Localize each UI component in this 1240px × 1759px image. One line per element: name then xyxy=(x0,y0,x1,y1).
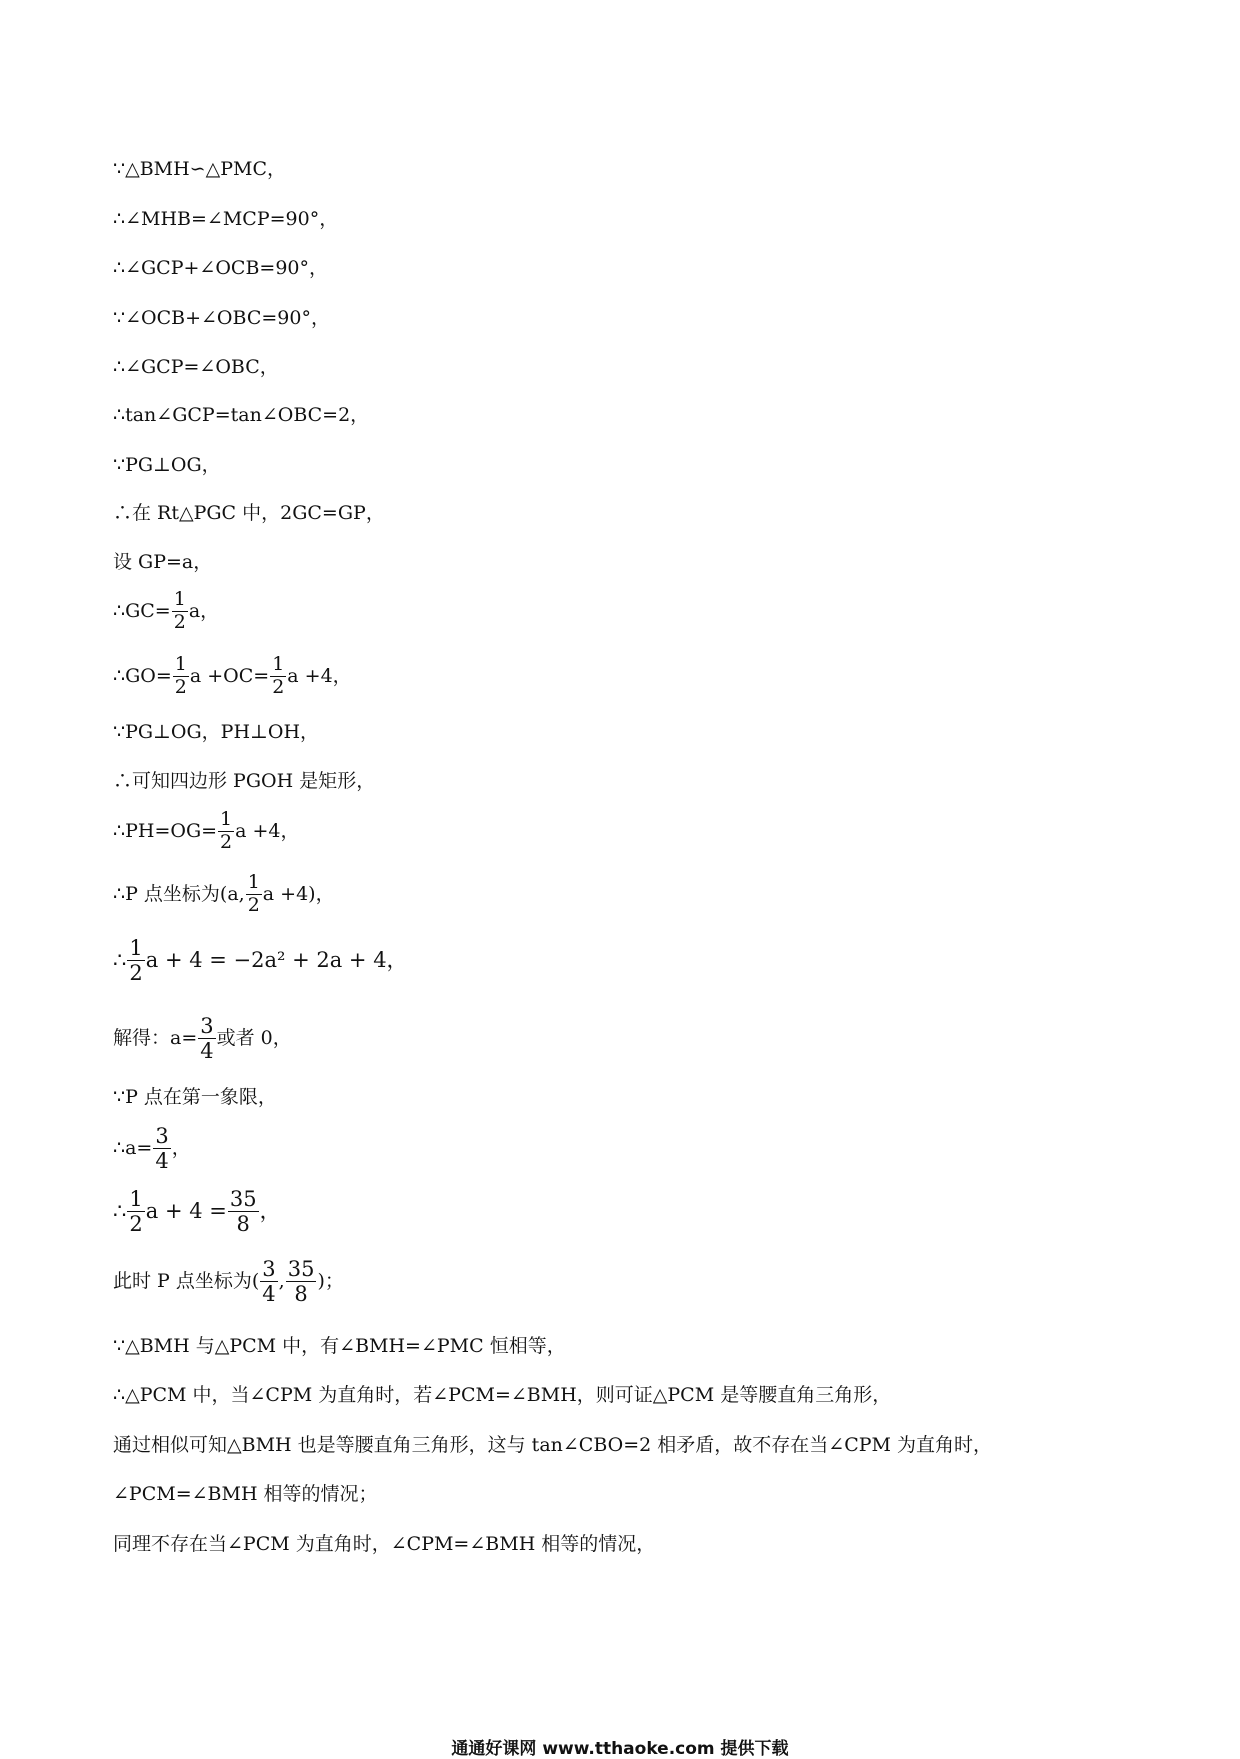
proof-line-24: 通过相似可知△BMH 也是等腰直角三角形，这与 tan∠CBO=2 相矛盾，故不存在当∠CPM 为直角时， xyxy=(113,1434,993,1456)
proof-line-10: ∴GC= $\frac{1}{2}$ a， xyxy=(113,588,220,633)
fraction: $\frac{35}{8}$ xyxy=(229,1187,257,1237)
proof-line-17: 解得：a= $\frac{3}{4}$ 或者 0， xyxy=(113,1014,292,1064)
fraction: $\frac{3}{4}$ xyxy=(262,1257,276,1307)
proof-line-18: ∵P 点在第一象限， xyxy=(113,1086,277,1108)
proof-line-26: 同理不存在当∠PCM 为直角时，∠CPM=∠BMH 相等的情况， xyxy=(113,1533,656,1555)
fraction: $\frac{1}{2}$ xyxy=(173,588,186,633)
fraction: $\frac{1}{2}$ xyxy=(129,1187,143,1237)
proof-line-9: 设 GP=a， xyxy=(113,551,213,573)
fraction: $\frac{35}{8}$ xyxy=(287,1257,315,1307)
proof-line-4: ∵∠OCB+∠OBC=90°， xyxy=(113,307,330,329)
proof-line-25: ∠PCM=∠BMH 相等的情况； xyxy=(113,1483,378,1505)
fraction: $\frac{1}{2}$ xyxy=(129,936,143,986)
proof-line-22: ∵△BMH 与△PCM 中，有∠BMH=∠PMC 恒相等， xyxy=(113,1335,566,1357)
proof-line-14: ∴PH=OG= $\frac{1}{2}$ a +4， xyxy=(113,808,300,853)
fraction: $\frac{1}{2}$ xyxy=(247,871,260,916)
proof-line-1: ∵△BMH∽△PMC， xyxy=(113,158,286,180)
footer-watermark: 通通好课网 www.tthaoke.com 提供下载 xyxy=(451,1739,789,1759)
proof-line-8: ∴在 Rt△PGC 中，2GC=GP， xyxy=(113,502,385,524)
fraction: $\frac{1}{2}$ xyxy=(272,653,285,698)
proof-line-15: ∴P 点坐标为(a, $\frac{1}{2}$ a +4)， xyxy=(113,871,335,916)
proof-line-16: ∴ $\frac{1}{2}$ a + 4 = −2a² + 2a + 4， xyxy=(113,936,408,986)
proof-line-12: ∵PG⊥OG，PH⊥OH， xyxy=(113,721,320,743)
proof-line-23: ∴△PCM 中，当∠CPM 为直角时，若∠PCM=∠BMH，则可证△PCM 是等腰直角三角形， xyxy=(113,1384,892,1406)
fraction: $\frac{3}{4}$ xyxy=(155,1124,169,1174)
proof-line-11: ∴GO= $\frac{1}{2}$ a +OC= $\frac{1}{2}$ a +4， xyxy=(113,653,352,698)
proof-line-19: ∴a= $\frac{3}{4}$ ， xyxy=(113,1124,191,1174)
fraction: $\frac{1}{2}$ xyxy=(220,808,233,853)
proof-line-3: ∴∠GCP+∠OCB=90°， xyxy=(113,257,329,279)
proof-line-5: ∴∠GCP=∠OBC， xyxy=(113,356,279,378)
proof-line-7: ∵PG⊥OG， xyxy=(113,454,221,476)
proof-line-13: ∴可知四边形 PGOH 是矩形， xyxy=(113,770,376,792)
fraction: $\frac{3}{4}$ xyxy=(200,1014,214,1064)
proof-line-21: 此时 P 点坐标为( $\frac{3}{4}$ , $\frac{35}{8}$ )； xyxy=(113,1257,344,1307)
proof-line-2: ∴∠MHB=∠MCP=90°， xyxy=(113,208,339,230)
proof-line-20: ∴ $\frac{1}{2}$ a + 4 = $\frac{35}{8}$ ， xyxy=(113,1187,281,1237)
proof-line-6: ∴tan∠GCP=tan∠OBC=2， xyxy=(113,404,370,426)
fraction: $\frac{1}{2}$ xyxy=(174,653,187,698)
